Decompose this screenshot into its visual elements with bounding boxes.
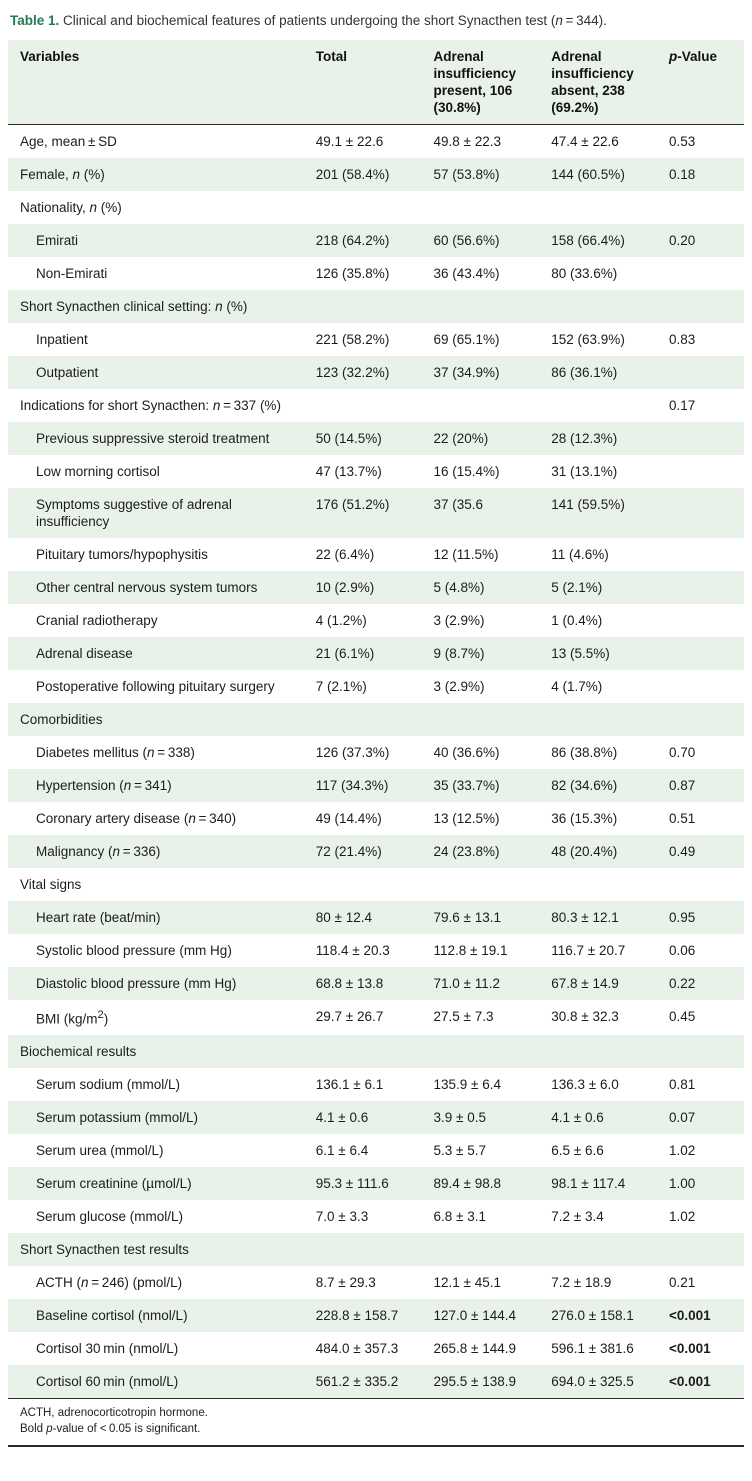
cell-ai-absent — [545, 868, 663, 901]
cell-ai-absent: 13 (5.5%) — [551, 645, 610, 661]
cell-total: 221 (58.2%) — [315, 331, 390, 347]
cell-variable: Inpatient — [36, 331, 88, 347]
table-footnotes — [8, 1399, 744, 1447]
cell-variable: Low morning cortisol — [36, 463, 160, 479]
col-header-pvalue: p-Value — [663, 40, 744, 125]
table-row — [8, 1035, 744, 1068]
cell-ai-present: 24 (23.8%) — [433, 843, 500, 859]
cell-pvalue: 0.87 — [669, 777, 696, 793]
cell-pvalue — [663, 571, 744, 604]
cell-ai-present: 12.1 ± 45.1 — [433, 1275, 501, 1291]
cell-ai-absent: 80 (33.6%) — [551, 265, 618, 281]
cell-ai-absent: 276.0 ± 158.1 — [551, 1308, 634, 1324]
cell-ai-present: 69 (65.1%) — [433, 331, 500, 347]
cell-pvalue: 0.17 — [669, 397, 696, 413]
table-row — [8, 257, 744, 290]
table-row — [8, 1134, 744, 1167]
cell-total: 7.0 ± 3.3 — [315, 1209, 369, 1225]
table-row — [8, 571, 744, 604]
table-row — [8, 1167, 744, 1200]
table-row — [8, 224, 744, 257]
cell-total: 95.3 ± 111.6 — [315, 1176, 389, 1192]
cell-variable: Serum glucose (mmol/L) — [36, 1209, 184, 1225]
cell-variable: Cortisol 60 min (nmol/L) — [36, 1374, 179, 1390]
cell-ai-absent: 82 (34.6%) — [551, 777, 618, 793]
cell-ai-absent — [545, 703, 663, 736]
table-row — [8, 769, 744, 802]
table-row — [8, 191, 744, 224]
table-row — [8, 1365, 744, 1399]
table-row — [8, 290, 744, 323]
cell-ai-present: 89.4 ± 98.8 — [433, 1176, 501, 1192]
table-row — [8, 835, 744, 868]
cell-variable: Serum potassium (mmol/L) — [36, 1110, 199, 1126]
cell-ai-present: 35 (33.7%) — [433, 777, 500, 793]
footnote-line: Bold p-value of < 0.05 is significant. — [20, 1423, 201, 1436]
table-row — [8, 1101, 744, 1134]
cell-pvalue — [663, 604, 744, 637]
cell-variable: Serum sodium (mmol/L) — [36, 1077, 181, 1093]
cell-ai-absent: 7.2 ± 3.4 — [551, 1209, 604, 1225]
cell-ai-absent: 30.8 ± 32.3 — [551, 1008, 619, 1024]
cell-ai-absent: 1 (0.4%) — [551, 612, 603, 628]
table-row — [8, 488, 744, 538]
table-row — [8, 637, 744, 670]
cell-variable: Pituitary tumors/hypophysitis — [36, 546, 208, 562]
cell-ai-present: 13 (12.5%) — [433, 810, 500, 826]
cell-ai-absent: 86 (38.8%) — [551, 744, 618, 760]
cell-ai-present: 6.8 ± 3.1 — [433, 1209, 486, 1225]
cell-ai-absent: 36 (15.3%) — [551, 810, 618, 826]
cell-ai-absent — [545, 389, 663, 422]
cell-variable: Vital signs — [20, 876, 82, 892]
cell-pvalue: 0.06 — [669, 942, 696, 958]
cell-pvalue: 0.21 — [669, 1275, 696, 1291]
table-row — [8, 124, 744, 158]
cell-pvalue: 0.70 — [669, 744, 696, 760]
table-row — [8, 802, 744, 835]
cell-ai-absent: 152 (63.9%) — [551, 331, 625, 347]
cell-total — [310, 1233, 428, 1266]
cell-variable: Postoperative following pituitary surgery — [36, 678, 275, 694]
cell-variable: Malignancy (n = 336) — [36, 843, 161, 859]
col-header-variables: Variables — [8, 40, 310, 125]
cell-ai-present: 71.0 ± 11.2 — [433, 975, 500, 991]
cell-ai-present — [428, 703, 546, 736]
cell-pvalue: 1.02 — [669, 1209, 696, 1225]
cell-ai-present: 37 (34.9%) — [433, 364, 500, 380]
cell-ai-absent: 67.8 ± 14.9 — [551, 975, 619, 991]
cell-total: 49.1 ± 22.6 — [315, 133, 384, 149]
cell-total: 6.1 ± 6.4 — [315, 1143, 369, 1159]
table-row — [8, 1299, 744, 1332]
cell-total: 72 (21.4%) — [315, 843, 382, 859]
cell-pvalue: 0.95 — [669, 909, 696, 925]
cell-ai-present: 60 (56.6%) — [433, 232, 500, 248]
cell-ai-present — [428, 1035, 546, 1068]
cell-total — [310, 868, 428, 901]
cell-total: 136.1 ± 6.1 — [315, 1077, 384, 1093]
cell-variable: Coronary artery disease (n = 340) — [36, 810, 237, 826]
cell-ai-present: 57 (53.8%) — [433, 166, 500, 182]
cell-pvalue — [663, 290, 744, 323]
cell-ai-present — [428, 389, 546, 422]
cell-pvalue: 0.81 — [669, 1077, 696, 1093]
cell-variable: Other central nervous system tumors — [36, 579, 258, 595]
cell-pvalue — [663, 455, 744, 488]
cell-total — [310, 290, 428, 323]
cell-variable: Outpatient — [36, 364, 99, 380]
cell-variable: Emirati — [36, 232, 79, 248]
cell-pvalue — [663, 191, 744, 224]
table-number: Table 1. — [10, 13, 60, 28]
cell-variable: Adrenal disease — [36, 645, 133, 661]
cell-total: 68.8 ± 13.8 — [315, 975, 384, 991]
cell-ai-absent: 31 (13.1%) — [551, 463, 618, 479]
cell-pvalue: 0.18 — [669, 166, 696, 182]
cell-variable: Cranial radiotherapy — [36, 612, 158, 628]
cell-total: 218 (64.2%) — [315, 232, 390, 248]
cell-ai-absent — [545, 1035, 663, 1068]
cell-total: 117 (34.3%) — [315, 777, 389, 793]
cell-total: 126 (37.3%) — [315, 744, 390, 760]
cell-ai-present: 112.8 ± 19.1 — [433, 942, 508, 958]
cell-total — [310, 1035, 428, 1068]
cell-ai-absent: 47.4 ± 22.6 — [551, 133, 619, 149]
cell-total: 80 ± 12.4 — [315, 909, 372, 925]
cell-pvalue: <0.001 — [669, 1308, 711, 1324]
cell-ai-absent: 141 (59.5%) — [551, 496, 625, 512]
cell-pvalue — [663, 538, 744, 571]
table-row — [8, 455, 744, 488]
cell-total: 21 (6.1%) — [315, 645, 375, 661]
cell-total: 228.8 ± 158.7 — [315, 1308, 399, 1324]
table-row — [8, 736, 744, 769]
cell-pvalue — [663, 1035, 744, 1068]
cell-variable: Diastolic blood pressure (mm Hg) — [36, 975, 237, 991]
cell-ai-absent — [545, 191, 663, 224]
cell-ai-absent — [545, 290, 663, 323]
cell-variable: Serum urea (mmol/L) — [36, 1143, 164, 1159]
cell-ai-absent: 136.3 ± 6.0 — [551, 1077, 619, 1093]
table-row — [8, 868, 744, 901]
table-row — [8, 1233, 744, 1266]
cell-pvalue: 0.45 — [669, 1008, 696, 1024]
cell-ai-absent: 144 (60.5%) — [551, 166, 625, 182]
cell-total — [310, 703, 428, 736]
cell-variable: Cortisol 30 min (nmol/L) — [36, 1341, 179, 1357]
table-row — [8, 1000, 744, 1036]
cell-pvalue: <0.001 — [669, 1374, 711, 1390]
footnote-line: ACTH, adrenocorticotropin hormone. — [20, 1407, 208, 1420]
cell-pvalue: 0.20 — [669, 232, 696, 248]
cell-ai-present: 16 (15.4%) — [433, 463, 500, 479]
cell-total — [310, 191, 428, 224]
cell-total: 561.2 ± 335.2 — [315, 1374, 399, 1390]
cell-pvalue — [663, 488, 744, 538]
cell-total: 123 (32.2%) — [315, 364, 390, 380]
cell-ai-present — [428, 1233, 546, 1266]
cell-ai-present: 3 (2.9%) — [433, 678, 485, 694]
cell-ai-absent: 28 (12.3%) — [551, 430, 618, 446]
cell-ai-present: 36 (43.4%) — [433, 265, 500, 281]
table-row — [8, 670, 744, 703]
cell-ai-present: 40 (36.6%) — [433, 744, 500, 760]
cell-ai-present: 79.6 ± 13.1 — [433, 909, 501, 925]
cell-ai-present: 265.8 ± 144.9 — [433, 1341, 516, 1357]
cell-variable: Systolic blood pressure (mm Hg) — [36, 942, 232, 958]
table-row — [8, 1200, 744, 1233]
cell-total: 118.4 ± 20.3 — [315, 942, 390, 958]
cell-total: 7 (2.1%) — [315, 678, 367, 694]
header-row — [8, 40, 744, 125]
cell-variable: Baseline cortisol (nmol/L) — [36, 1308, 188, 1324]
cell-pvalue — [663, 1233, 744, 1266]
table-row — [8, 703, 744, 736]
clinical-features-table — [8, 40, 744, 1400]
cell-pvalue: 1.02 — [669, 1143, 696, 1159]
cell-pvalue: 1.00 — [669, 1176, 696, 1192]
cell-ai-absent: 86 (36.1%) — [551, 364, 618, 380]
cell-variable: Heart rate (beat/min) — [36, 909, 161, 925]
table-body — [8, 124, 744, 1399]
cell-variable: Previous suppressive steroid treatment — [36, 430, 270, 446]
cell-pvalue: 0.22 — [669, 975, 696, 991]
cell-total: 49 (14.4%) — [315, 810, 382, 826]
cell-variable: Age, mean ± SD — [20, 133, 117, 149]
cell-total: 176 (51.2%) — [315, 496, 390, 512]
cell-variable: Non-Emirati — [36, 265, 108, 281]
cell-ai-present: 3.9 ± 0.5 — [433, 1110, 486, 1126]
table-row — [8, 934, 744, 967]
cell-variable: Symptoms suggestive of adrenal insufficiency — [36, 496, 232, 529]
caption-text: Clinical and biochemical features of patients undergoing the short Synacthen test (n = 344). — [63, 13, 607, 28]
table-row — [8, 1332, 744, 1365]
cell-variable: Female, n (%) — [20, 166, 105, 182]
cell-ai-present: 12 (11.5%) — [433, 546, 499, 562]
cell-ai-present: 5 (4.8%) — [433, 579, 485, 595]
table-row — [8, 1068, 744, 1101]
cell-pvalue: 0.49 — [669, 843, 696, 859]
cell-total: 201 (58.4%) — [315, 166, 390, 182]
cell-total: 50 (14.5%) — [315, 430, 382, 446]
cell-ai-absent: 694.0 ± 325.5 — [551, 1374, 634, 1390]
cell-pvalue: 0.07 — [669, 1110, 696, 1126]
cell-pvalue — [663, 257, 744, 290]
cell-pvalue — [663, 868, 744, 901]
cell-ai-present: 49.8 ± 22.3 — [433, 133, 501, 149]
cell-ai-absent: 11 (4.6%) — [551, 546, 609, 562]
table-header — [8, 40, 744, 125]
cell-ai-present: 295.5 ± 138.9 — [433, 1374, 516, 1390]
cell-variable: Diabetes mellitus (n = 338) — [36, 744, 195, 760]
cell-ai-absent: 4.1 ± 0.6 — [551, 1110, 604, 1126]
table-row — [8, 323, 744, 356]
cell-variable: BMI $(kg/m^2)$ — [36, 1008, 109, 1027]
cell-pvalue: 0.51 — [669, 810, 696, 826]
cell-ai-present: 5.3 ± 5.7 — [433, 1143, 486, 1159]
col-header-total: Total — [310, 40, 428, 125]
col-header-ai-absent: Adrenal insufficiency absent, 238 (69.2%) — [545, 40, 663, 125]
col-header-ai-present: Adrenal insufficiency present, 106 (30.8%) — [428, 40, 546, 125]
cell-total: 29.7 ± 26.7 — [315, 1008, 384, 1024]
cell-variable: Biochemical results — [20, 1044, 137, 1060]
cell-ai-present — [428, 290, 546, 323]
cell-ai-present: 127.0 ± 144.4 — [433, 1308, 516, 1324]
cell-total: 22 (6.4%) — [315, 546, 375, 562]
cell-total: 10 (2.9%) — [315, 579, 375, 595]
cell-pvalue: <0.001 — [669, 1341, 711, 1357]
cell-ai-absent: 48 (20.4%) — [551, 843, 618, 859]
cell-variable: Nationality, n (%) — [20, 199, 122, 215]
cell-total: 8.7 ± 29.3 — [315, 1275, 376, 1291]
table-row — [8, 356, 744, 389]
cell-ai-present — [428, 191, 546, 224]
cell-ai-present: 22 (20%) — [433, 430, 489, 446]
cell-pvalue — [663, 670, 744, 703]
cell-variable: ACTH (n = 246) (pmol/L) — [36, 1275, 183, 1291]
cell-total: 4 (1.2%) — [315, 612, 367, 628]
cell-pvalue — [663, 356, 744, 389]
cell-ai-absent: 98.1 ± 117.4 — [551, 1176, 626, 1192]
table-row — [8, 538, 744, 571]
table-row — [8, 901, 744, 934]
cell-total — [310, 389, 428, 422]
cell-ai-present: 3 (2.9%) — [433, 612, 485, 628]
cell-total: 47 (13.7%) — [315, 463, 382, 479]
cell-ai-absent — [545, 1233, 663, 1266]
cell-ai-present: 37 (35.6 — [433, 496, 484, 512]
cell-ai-present: 9 (8.7%) — [433, 645, 485, 661]
cell-pvalue: 0.83 — [669, 331, 696, 347]
cell-variable: Hypertension (n = 341) — [36, 777, 172, 793]
table-row — [8, 1266, 744, 1299]
cell-ai-absent: 6.5 ± 6.6 — [551, 1143, 604, 1159]
table-row — [8, 158, 744, 191]
cell-variable: Serum creatinine (µmol/L) — [36, 1176, 192, 1192]
cell-variable: Comorbidities — [20, 711, 103, 727]
cell-pvalue: 0.53 — [669, 133, 696, 149]
cell-ai-absent: 80.3 ± 12.1 — [551, 909, 619, 925]
cell-ai-absent: 116.7 ± 20.7 — [551, 942, 626, 958]
cell-ai-absent: 5 (2.1%) — [551, 579, 603, 595]
cell-pvalue — [663, 637, 744, 670]
cell-total: 4.1 ± 0.6 — [315, 1110, 369, 1126]
cell-pvalue — [663, 422, 744, 455]
cell-variable: Short Synacthen clinical setting: n (%) — [20, 298, 248, 314]
cell-ai-absent: 4 (1.7%) — [551, 678, 603, 694]
cell-ai-present: 135.9 ± 6.4 — [433, 1077, 501, 1093]
table-row — [8, 422, 744, 455]
table-row — [8, 967, 744, 1000]
cell-total: 126 (35.8%) — [315, 265, 390, 281]
cell-pvalue — [663, 703, 744, 736]
cell-variable: Short Synacthen test results — [20, 1242, 189, 1258]
cell-ai-present: 27.5 ± 7.3 — [433, 1008, 494, 1024]
cell-variable: Indications for short Synacthen: n = 337 (%) — [20, 397, 281, 413]
cell-ai-present — [428, 868, 546, 901]
table-caption — [8, 6, 744, 40]
cell-ai-absent: 7.2 ± 18.9 — [551, 1275, 612, 1291]
table-row — [8, 389, 744, 422]
table-row — [8, 604, 744, 637]
cell-ai-absent: 596.1 ± 381.6 — [551, 1341, 634, 1357]
cell-ai-absent: 158 (66.4%) — [551, 232, 625, 248]
cell-total: 484.0 ± 357.3 — [315, 1341, 399, 1357]
